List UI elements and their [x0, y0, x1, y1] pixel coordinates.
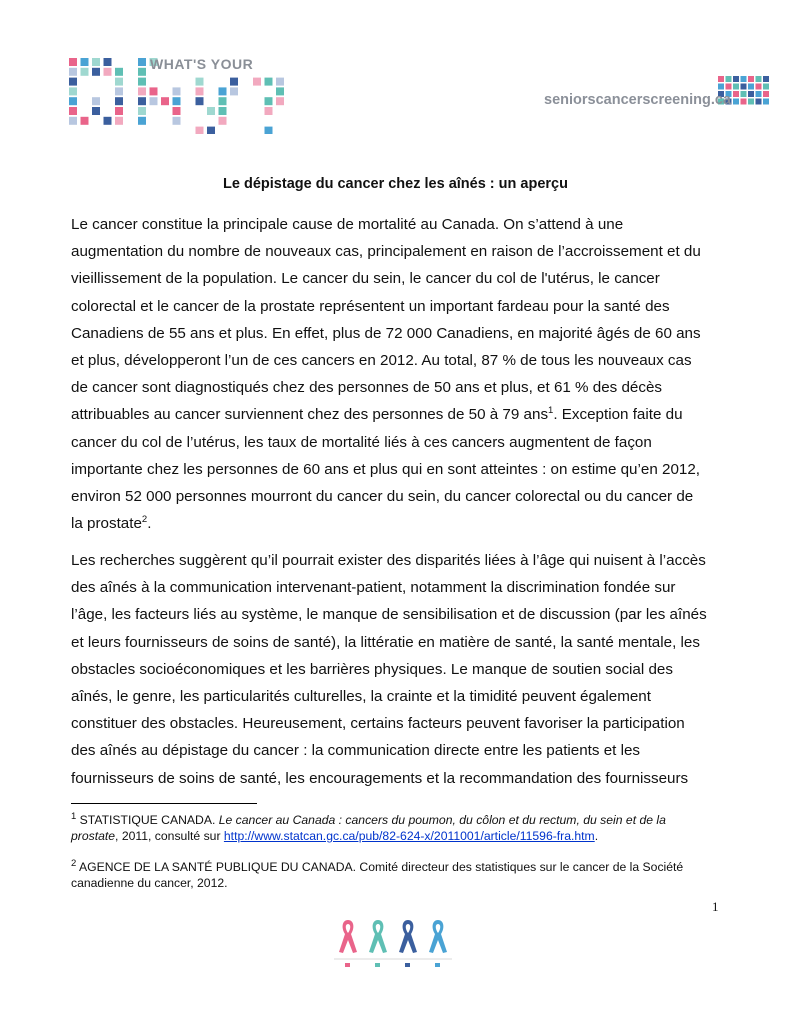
- p1-line: colorectal et le cancer de la prostate représentent un important fardeau pour la santé des: [71, 297, 670, 315]
- footnote-1-line: [71, 828, 721, 844]
- footnote-2-line: canadienne du cancer, 2012.: [71, 876, 228, 890]
- footnote-2: [71, 859, 721, 891]
- footnote-text: , 2011, consulté sur: [115, 829, 224, 843]
- p2-line: l’âge, les facteurs liés au système, le manque de sensibilisation et de discussion (par les aînés: [71, 606, 707, 624]
- p2-line: et leurs fournisseurs de soins de santé), la littératie en matière de santé, la santé mentale, les: [71, 633, 700, 651]
- p1-line: cancer du col de l’utérus, les taux de mortalité liés à ces cancers augmentent de façon: [71, 433, 652, 451]
- paragraph-1: [71, 211, 727, 537]
- blue-ribbon-icon: [429, 920, 447, 967]
- p1-line: Le cancer constitue la principale cause de mortalité au Canada. On s’attend à une: [71, 216, 624, 233]
- p2-line: aînés, le genre, les particularités culturelles, la crainte et la timidité peuvent également: [71, 688, 651, 706]
- footnote-separator: [71, 803, 257, 804]
- p2-line: des aînés au dépistage du cancer : la communication directe entre les patients et les: [71, 742, 641, 760]
- footnote-ref-1[interactable]: 1: [548, 405, 554, 417]
- page-number: 1: [712, 899, 719, 914]
- p1-line: et plus, développeront l’un de ces cancers en 2012. Au total, 87 % de tous les nouveaux cas: [71, 352, 692, 370]
- pink-ribbon-icon: [339, 920, 357, 967]
- footnote-title: prostate: [71, 829, 116, 843]
- p1-text: . Exception faite du: [553, 406, 683, 424]
- footnote-text: .: [594, 829, 599, 843]
- p2-line: Les recherches suggèrent qu’il pourrait exister des disparités liées à l’âge qui nuisent à l’accès: [71, 552, 706, 569]
- footnote-1-number: 1: [71, 810, 77, 822]
- footnote-text: STATISTIQUE CANADA.: [76, 813, 219, 827]
- awareness-ribbons: [332, 918, 454, 974]
- footnote-ref-2[interactable]: 2: [141, 514, 148, 526]
- p1-line: de cancer sont diagnostiqués chez des personnes de 50 ans et plus, et 61 % des décès: [71, 379, 663, 397]
- site-url: seniorscancerscreening.ca: [544, 92, 731, 108]
- p2-line: constituer des obstacles. Heureusement, certains facteurs peuvent favoriser la participation: [71, 715, 685, 733]
- p2-line: fournisseurs de soins de santé, les encouragements et la recommandation des fournisseurs: [71, 769, 689, 787]
- footnote-2-line: [71, 859, 721, 875]
- logo-text: WHAT'S YOUR: [150, 56, 254, 72]
- p1-line: vieillissement de la population. Le cancer du sein, le cancer du col de l'utérus, le cancer: [71, 270, 660, 288]
- p1-line: [71, 510, 727, 537]
- footnote-1-line: [71, 812, 721, 828]
- footnote-1: [71, 812, 721, 844]
- p2-line: obstacles socioéconomiques et les barrières physiques. Le manque de soutien social des: [71, 660, 673, 678]
- p1-line: Canadiens de 55 ans et plus. En effet, plus de 72 000 Canadiens, en majorité âgés de 60 ans: [71, 324, 701, 342]
- p1-line: augmentation du nombre de nouveaux cas, principalement en raison de l’accroissement et du: [71, 243, 701, 261]
- footnote-2-number: 2: [71, 857, 77, 869]
- p1-text: la prostate: [71, 515, 142, 533]
- p1-line: [71, 401, 727, 428]
- footnote-text: AGENCE DE LA SANTÉ PUBLIQUE DU CANADA. Comité directeur des statistiques sur le cancer de la Société: [76, 860, 684, 874]
- statcan-link[interactable]: http://www.statcan.gc.ca/pub/82-624-x/2011001/article/11596-fra.htm: [223, 829, 595, 843]
- p2-line: des aînés à la communication intervenant-patient, notamment la discrimination fondée sur: [71, 579, 676, 597]
- teal-ribbon-icon: [369, 920, 387, 967]
- paragraph-2: [71, 547, 727, 792]
- p1-text: .: [147, 515, 152, 533]
- footnote-title: Le cancer au Canada : cancers du poumon, du côlon et du rectum, du sein et de la: [218, 813, 666, 827]
- navy-ribbon-icon: [399, 920, 417, 967]
- p1-text: attribuables au cancer surviennent chez des personnes de 50 à 79 ans: [71, 406, 549, 424]
- p1-line: importante chez les personnes de 60 ans et plus qui en sont atteintes : on estime qu’en 2012,: [71, 460, 700, 478]
- p1-line: environ 52 000 personnes mourront du cancer du sein, du cancer colorectal ou du cancer de: [71, 488, 694, 506]
- page-title: Le dépistage du cancer chez les aînés : un aperçu: [223, 176, 568, 192]
